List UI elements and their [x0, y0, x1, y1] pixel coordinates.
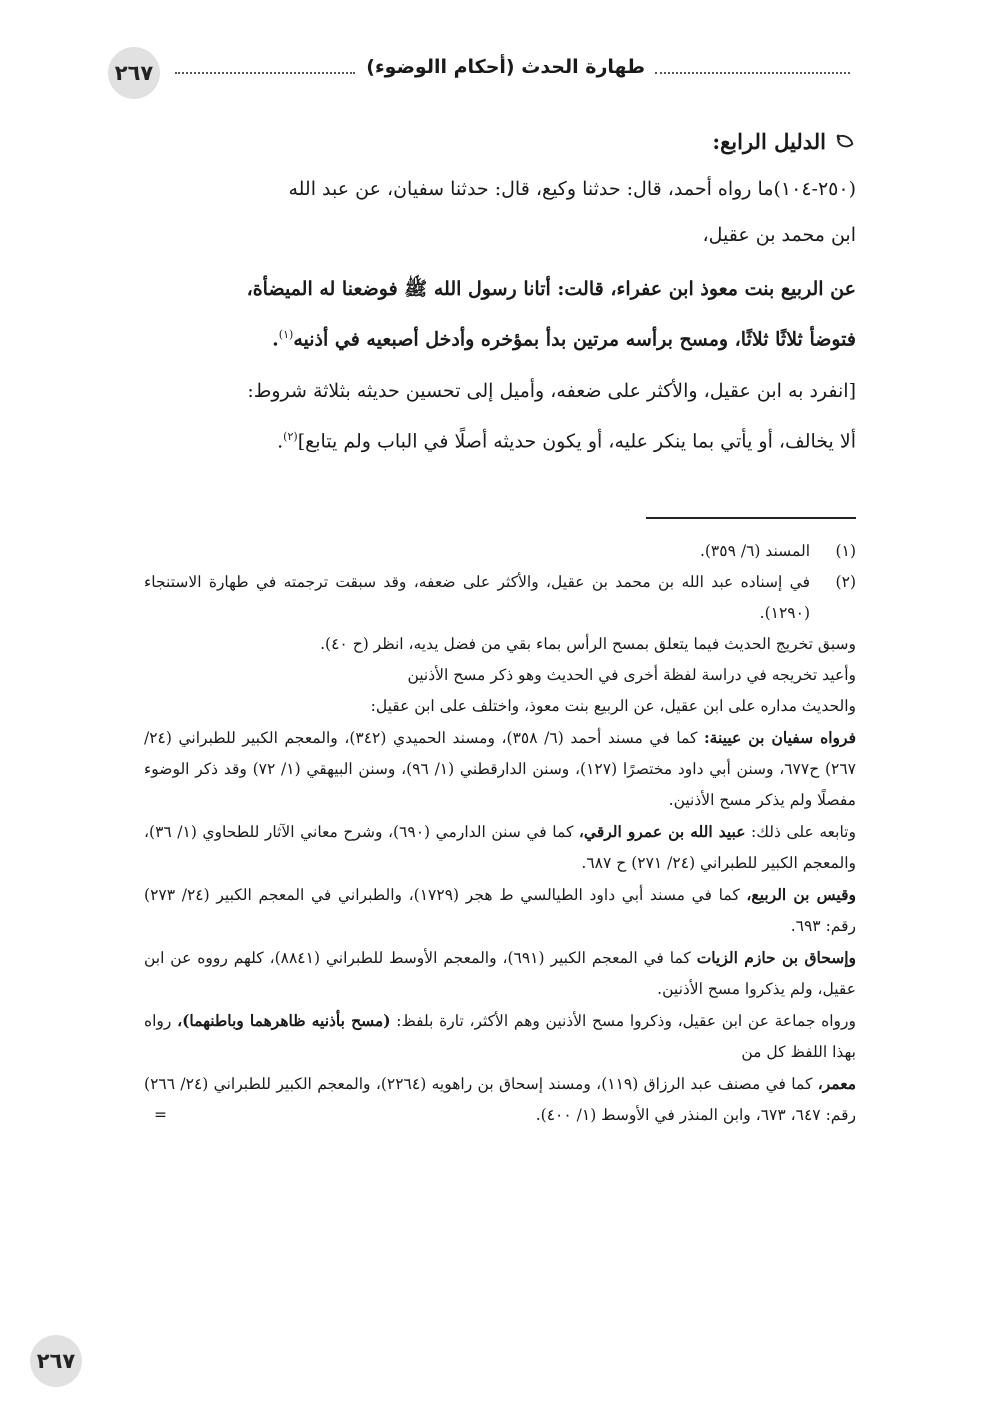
- fn-para-7-rest: كما في المعجم الكبير (٦٩١)، والمعجم الأوسط للطبراني (٨٨٤١)، كلهم رووه عن ابن عقيل، ولم يذكروا مسح الأذنين.: [144, 949, 856, 998]
- section-heading: [144, 118, 856, 166]
- isnad-line-1: (٢٥٠-١٠٤)ما رواه أحمد، قال: حدثنا وكيع، قال: حدثنا سفيان، عن عبد الله: [288, 178, 856, 200]
- footnotes: [144, 536, 856, 1131]
- fn-para-9-bold: معمر،: [817, 1074, 856, 1093]
- fn-para-9-rest: كما في مصنف عبد الرزاق (١١٩)، ومسند إسحاق بن راهويه (٢٢٦٤)، والمعجم الكبير للطبراني (٢٤/ ٢٦٦) رقم: ٦٤٧، ٦٧٣، وابن المنذر في الأوسط (١/ ٤٠٠).: [144, 1075, 856, 1124]
- note-line-2: [144, 414, 856, 464]
- matn-end: .: [272, 328, 279, 351]
- header-dots-left: [175, 72, 355, 74]
- main-text: [144, 118, 856, 465]
- fn-para-2: وأعيد تخريجه في دراسة لفظة أخرى في الحديث وهو ذكر مسح الأذنين: [407, 666, 856, 684]
- fn-para-6: [144, 879, 856, 942]
- fn-para-8-bold: (مسح بأذنيه ظاهرهما وباطنهما)،: [177, 1011, 391, 1030]
- fn-para-5: [144, 816, 856, 879]
- matn-line-2: [144, 312, 856, 362]
- page-header: [105, 50, 850, 96]
- footnote-1-text: المسند (٦/ ٣٥٩).: [699, 542, 810, 560]
- footer-page-number: ٢٦٧: [30, 1335, 82, 1387]
- footnote-2-continuation: [144, 629, 856, 1131]
- fn-para-4-bold: فرواه سفيان بن عيينة:: [703, 728, 856, 747]
- heading-text: الدليل الرابع:: [712, 129, 826, 154]
- footnote-ref-1: (١): [278, 328, 294, 341]
- footnote-2: [144, 567, 856, 629]
- leaf-ornament-icon: [834, 131, 856, 153]
- fn-para-3: والحديث مداره على ابن عقيل، عن الربيع بنت معوذ، واختلف على ابن عقيل:: [370, 697, 856, 715]
- footnote-1: [144, 536, 856, 567]
- footnote-ref-2: (٢): [283, 430, 298, 444]
- fn-para-8-rest: رواه بهذا اللفظ كل من: [144, 1012, 856, 1061]
- footnote-1-number: (١): [835, 542, 856, 560]
- footnote-separator: [646, 517, 856, 519]
- footnote-2-number: (٢): [835, 573, 856, 591]
- fn-para-5-bold: عبيد الله بن عمرو الرقي،: [578, 822, 746, 841]
- fn-para-8-a: ورواه جماعة عن ابن عقيل، وذكروا مسح الأذنين وهم الأكثر، تارة بلفظ:: [390, 1012, 856, 1030]
- fn-para-6-rest: كما في مسند أبي داود الطيالسي ط هجر (١٧٢٩)، والطبراني في المعجم الكبير (٢٤/ ٢٧٣) رقم: ٦٩٣.: [144, 886, 856, 935]
- isnad-line-2: ابن محمد بن عقيل،: [702, 224, 856, 246]
- note-line-2-text: ألا يخالف، أو يأتي بما ينكر عليه، أو يكون حديثه أصلًا في الباب ولم يتابع]: [297, 430, 856, 453]
- fn-para-8: [144, 1005, 856, 1068]
- fn-para-7-bold: وإسحاق بن حازم الزيات: [696, 948, 857, 967]
- note-end: .: [277, 430, 284, 453]
- fn-para-7: [144, 942, 856, 1005]
- fn-para-4: [144, 722, 856, 816]
- header-title: طهارة الحدث (أحكام االوضوء): [366, 56, 645, 78]
- header-dots-right: [655, 72, 850, 74]
- fn-para-1: وسبق تخريج الحديث فيما يتعلق بمسح الرأس بماء بقي من فضل يديه، انظر (ح ٤٠).: [320, 635, 856, 653]
- fn-para-9: [144, 1068, 856, 1131]
- fn-para-5-a: وتابعه على ذلك:: [745, 823, 856, 841]
- note-line-1: [انفرد به ابن عقيل، والأكثر على ضعفه، وأميل إلى تحسين حديثه بثلاثة شروط:: [247, 380, 856, 403]
- matn-line-1: عن الربيع بنت معوذ ابن عفراء، قالت: أتانا رسول الله ﷺ فوضعنا له الميضأة،: [246, 278, 856, 300]
- fn-para-5-rest: كما في سنن الدارمي (٦٩٠)، وشرح معاني الآثار للطحاوي (١/ ٣٦)، والمعجم الكبير للطبراني (٢٤/ ٢٧١) ح ٦٨٧.: [144, 823, 856, 872]
- matn-line-2-text: فتوضأ ثلاثًا ثلاثًا، ومسح برأسه مرتين بدأ بمؤخره وأدخل أصبعيه في أذنيه: [293, 328, 856, 351]
- fn-para-6-bold: وقيس بن الربيع،: [746, 885, 856, 904]
- footnote-2-text: في إسناده عبد الله بن محمد بن عقيل، والأكثر على ضعفه، وقد سبقت ترجمته في طهارة الاستنجاء (١٢٩٠).: [144, 573, 810, 622]
- header-page-number: ٢٦٧: [108, 47, 160, 99]
- continuation-mark: =: [154, 1106, 167, 1124]
- fn-para-4-rest: كما في مسند أحمد (٦/ ٣٥٨)، ومسند الحميدي (٣٤٢)، والمعجم الكبير للطبراني (٢٤/ ٢٦٧) ح٦٧٧، وسنن أبي داود مختصرًا (١٢٧)، وسنن الدارقطني (١/ ٩٦)، وسنن البيهقي (١/ ٧٢) وقد ذكر الوضوء مفصلًا ولم يذكر مسح الأذنين.: [144, 729, 856, 809]
